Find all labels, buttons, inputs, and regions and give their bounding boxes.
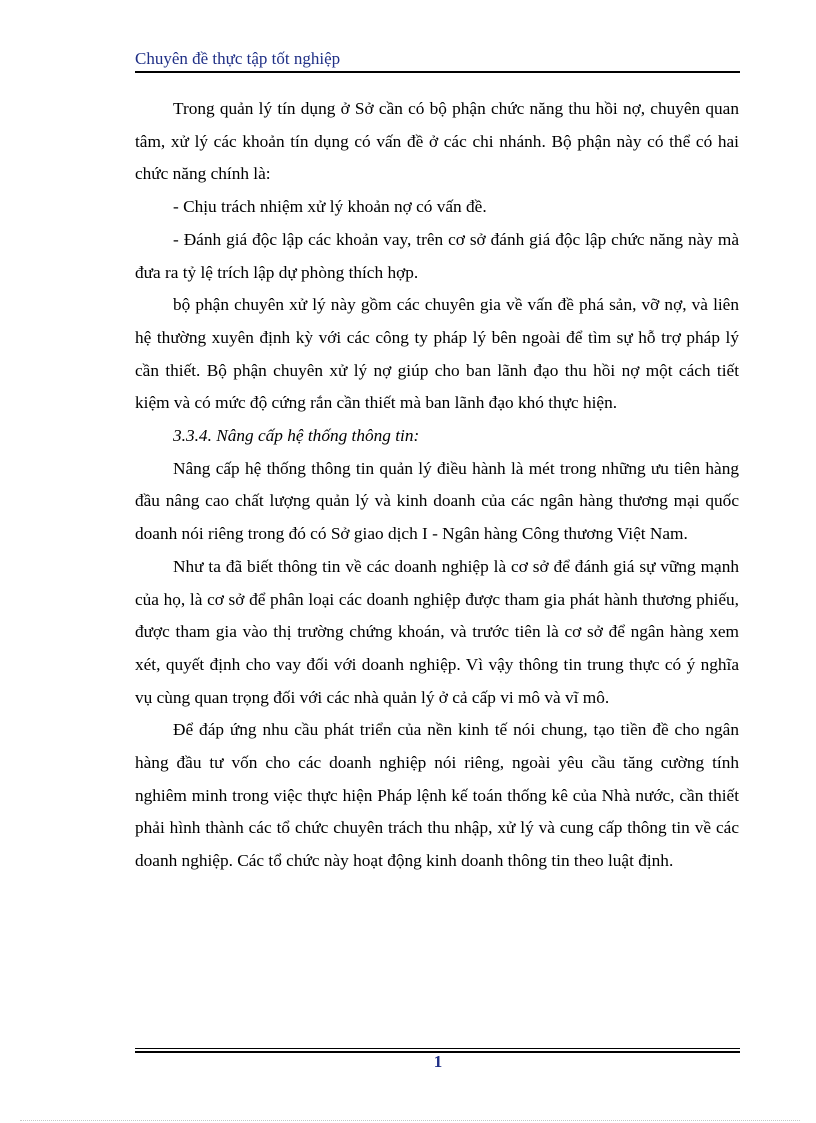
- bullet-item: - Chịu trách nhiệm xử lý khoản nợ có vấn đề.: [173, 197, 487, 217]
- document-body: [135, 93, 739, 878]
- paragraph: Để đáp ứng nhu cầu phát triển của nền kinh tế nói chung, tạo tiền đề cho ngân hàng đầu tư vốn cho các doanh nghiệp nói riêng, ngoài yêu cầu tăng cường tính nghiêm minh trong việc thực hiện Pháp lệnh kế toán thống kê của Nhà nước, cần thiết phải hình thành các tổ chức chuyên trách thu nhập, xử lý và cung cấp thông tin về các doanh nghiệp. Các tổ chức này hoạt động kinh doanh thông tin theo luật định.: [135, 720, 739, 871]
- header-title: Chuyên đề thực tập tốt nghiệp: [135, 49, 341, 68]
- paragraph: bộ phận chuyên xử lý này gồm các chuyên gia về vấn đề phá sản, vỡ nợ, và liên hệ thường xuyên định kỳ với các công ty pháp lý bên ngoài để tìm sự hỗ trợ pháp lý cần thiết. Bộ phận chuyên xử lý nợ giúp cho ban lãnh đạo thu hồi nợ một cách tiết kiệm và có mức độ cứng rắn cần thiết mà ban lãnh đạo khó thực hiện.: [135, 295, 739, 413]
- paragraph: Trong quản lý tín dụng ở Sở cần có bộ phận chức năng thu hồi nợ, chuyên quan tâm, xử lý các khoản tín dụng có vấn đề ở các chi nhánh. Bộ phận này có thể có hai chức năng chính là:: [135, 99, 739, 184]
- section-heading: 3.3.4. Nâng cấp hệ thống thông tin:: [173, 426, 420, 446]
- page-edge: [20, 1120, 800, 1121]
- page-number: 1: [433, 1052, 443, 1071]
- footer-rule: [135, 1048, 740, 1049]
- paragraph: Như ta đã biết thông tin về các doanh nghiệp là cơ sở để đánh giá sự vững mạnh của họ, là cơ sở để phân loại các doanh nghiệp được tham gia phát hành thương phiếu, được tham gia vào thị trường chứng khoán, và trước tiên là cơ sở để ngân hàng xem xét, quyết định cho vay đối với doanh nghiệp. Vì vậy thông tin trung thực có ý nghĩa vụ cùng quan trọng đối với các nhà quản lý ở cả cấp vi mô và vĩ mô.: [135, 556, 739, 707]
- header-rule: [135, 71, 740, 73]
- paragraph: Nâng cấp hệ thống thông tin quản lý điều hành là mét trong những ưu tiên hàng đầu nâng cao chất lượng quản lý và kinh doanh của các ngân hàng thương mại quốc doanh nói riêng trong đó có Sở giao dịch I - Ngân hàng Công thương Việt Nam.: [135, 458, 739, 544]
- bullet-item: - Đánh giá độc lập các khoản vay, trên cơ sở đánh giá độc lập chức năng này mà đưa ra tỷ lệ trích lập dự phòng thích hợp.: [135, 229, 739, 282]
